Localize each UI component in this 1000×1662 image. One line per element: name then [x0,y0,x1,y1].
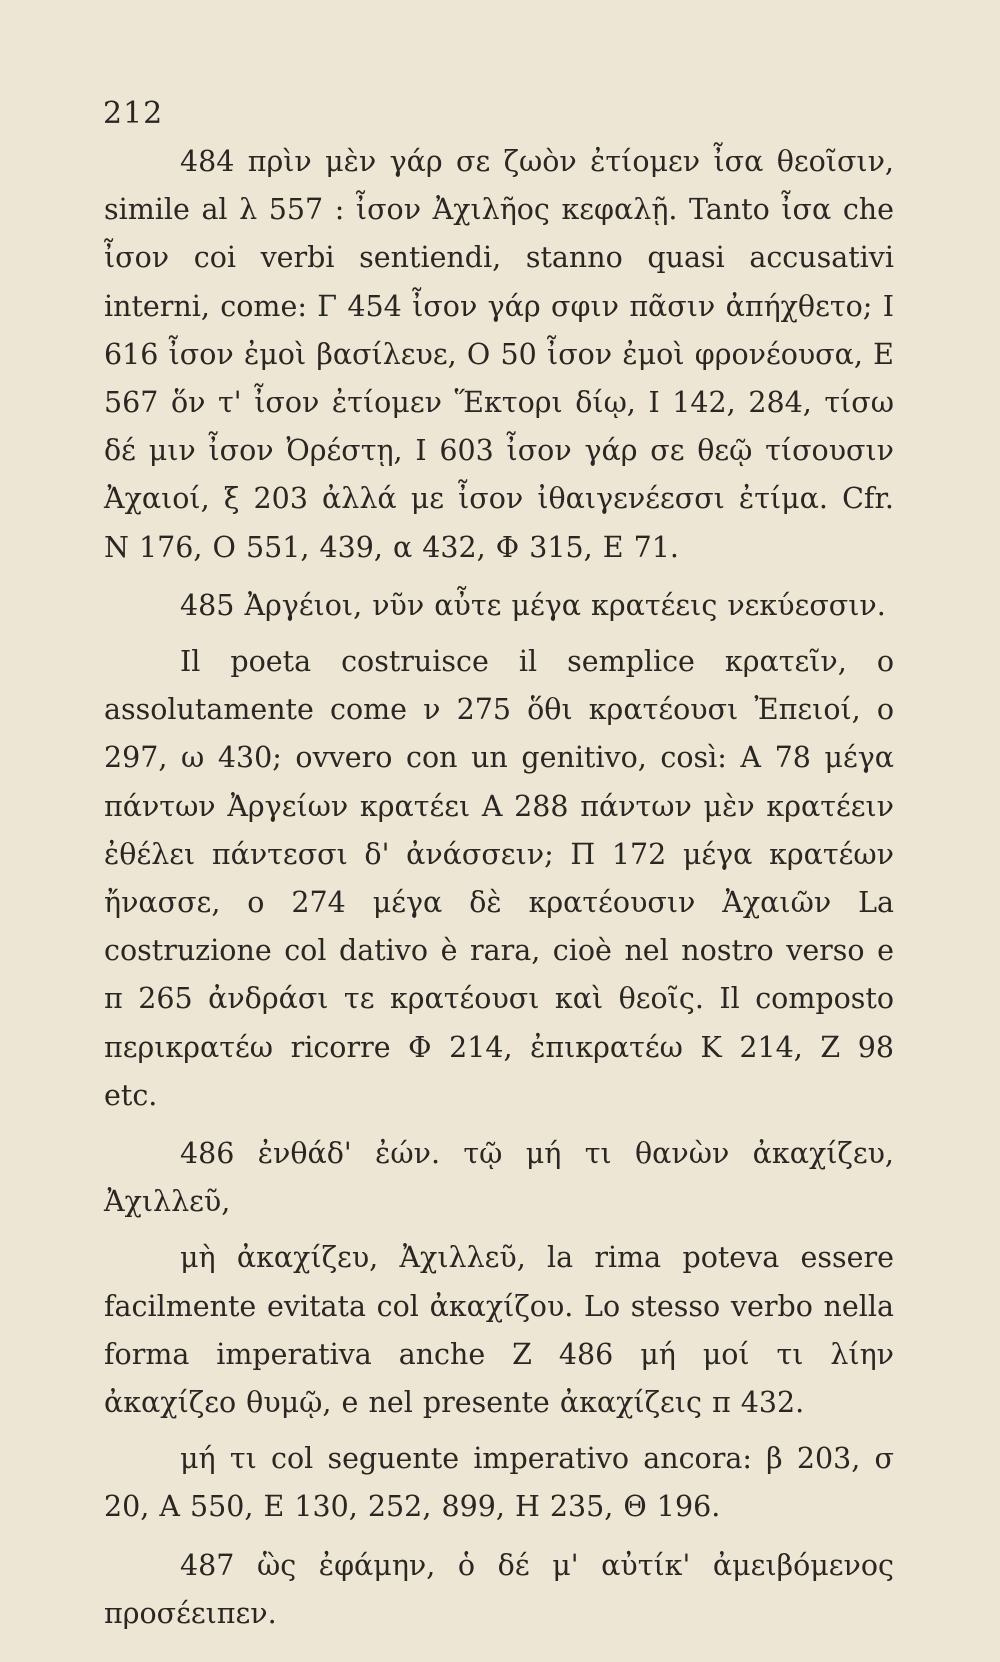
note-484: 484 πρὶν μὲν γάρ σε ζωὸν ἐτίομεν ἶσα θεοῖσιν, simile al λ 557 : ἶσον Ἀχιλῆος κεφαλῇ. Tanto ἶσα che ἶσον coi verbi sentiendi, stanno quasi accusativi interni, come: Γ 454 ἶσον γάρ σφιν πᾶσιν ἀπήχθετο; Ι 616 ἶσον ἐμοὶ βασίλευε, Ο 50 ἶσον ἐμοὶ φρονέουσα, Ε 567 ὅν τ' ἶσον ἐτίομεν Ἕκτορι δίῳ, Ι 142, 284, τίσω δέ μιν ἶσον Ὀρέστῃ, Ι 603 ἶσον γάρ σε θεῷ τίσουσιν Ἀχαιοί, ξ 203 ἀλλά με ἶσον ἰθαιγενέεσσι ἐτίμα. Cfr. N 176, O 551, 439, α 432, Φ 315, E 71. [104,145,894,564]
note-486-commentary: μὴ ἀκαχίζευ, Ἀχιλλεῦ, la rima poteva essere facilmente evitata col ἀκαχίζου. Lo stesso verbo nella forma imperativa anche Z 486 μή μοί τι λίην ἀκαχίζεο θυμῷ, e nel presente ἀκαχίζεις π 432. [104,1241,894,1420]
note-487-line: 487 ὣς ἐφάμην, ὁ δέ μ' αὐτίκ' ἀμειβόμενος προσέειπεν. [104,1548,894,1630]
note-486-imperative: μή τι col seguente imperativo ancora: β 203, σ 20, A 550, E 130, 252, 899, H 235, Θ 196. [104,1442,894,1524]
note-486-line: 486 ἐνθάδ' ἐών. τῷ μή τι θανὼν ἀκαχίζευ, Ἀχιλλεῦ, [104,1137,894,1219]
note-485-commentary: Il poeta costruisce il semplice κρατεῖν, o assolutamente come ν 275 ὅθι κρατέουσι Ἐπειοί, ο 297, ω 430; ovvero con un genitivo, così: A 78 μέγα πάντων Ἀργείων κρατέει A 288 πάντων μὲν κρατέειν ἐθέλει πάντεσσι δ' ἀνάσσειν; Π 172 μέγα κρατέων ἤνασσε, ο 274 μέγα δὲ κρατέουσιν Ἀχαιῶν La costruzione col dativo è rara, cioè nel nostro verso e π 265 ἀνδράσι τε κρατέουσι καὶ θεοῖς. Il composto περικρατέω ricorre Φ 214, ἐπικρατέω K 214, Z 98 etc. [104,645,894,1112]
commentary-text [104,138,894,1638]
note-485-line: 485 Ἀργέιοι, νῦν αὖτε μέγα κρατέεις νεκύεσσιν. [180,588,886,622]
page-number: 212 [103,96,164,131]
